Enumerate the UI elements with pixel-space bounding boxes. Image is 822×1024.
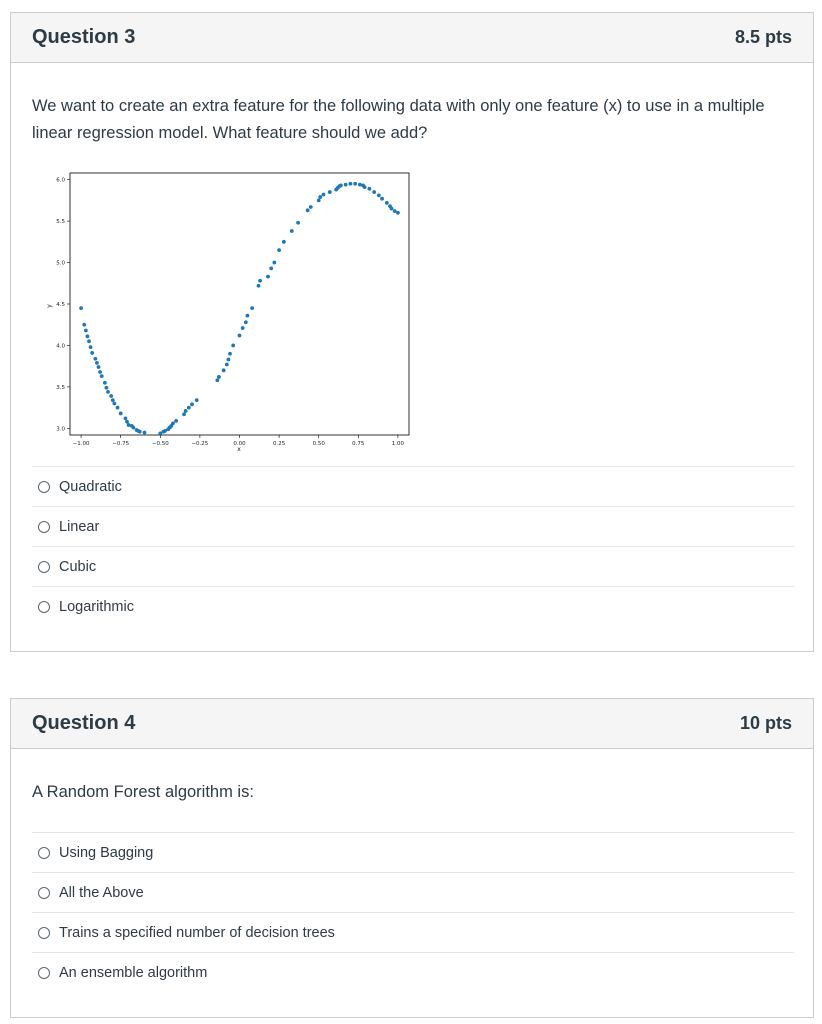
data-point: [372, 190, 376, 194]
data-point: [318, 195, 322, 199]
radio-button[interactable]: [38, 887, 50, 899]
answer-label: Quadratic: [59, 478, 122, 495]
data-point: [105, 386, 109, 390]
data-point: [90, 351, 94, 355]
data-point: [385, 201, 389, 205]
data-point: [84, 329, 88, 333]
data-point: [290, 229, 294, 233]
data-point: [95, 361, 99, 365]
data-point: [217, 375, 221, 379]
data-point: [190, 402, 194, 406]
data-point: [322, 193, 326, 197]
data-point: [344, 183, 348, 187]
data-point: [79, 306, 83, 310]
data-point: [106, 390, 110, 394]
answer-label: Cubic: [59, 558, 97, 575]
answer-option[interactable]: [32, 586, 794, 626]
data-point: [227, 358, 231, 362]
data-point: [277, 248, 281, 252]
data-point: [269, 266, 273, 270]
data-point: [257, 284, 261, 288]
answer-label: Using Bagging: [59, 844, 154, 861]
data-point: [367, 187, 371, 191]
data-point: [86, 334, 90, 338]
data-point: [195, 398, 199, 402]
data-point: [109, 394, 113, 398]
data-point: [272, 261, 276, 265]
data-point: [282, 240, 286, 244]
data-point: [317, 198, 321, 202]
data-point: [171, 421, 175, 425]
answer-list: [32, 832, 794, 992]
x-tick-label: 0.75: [352, 441, 365, 447]
question-header: [11, 699, 813, 749]
data-point: [258, 279, 262, 283]
data-point: [111, 398, 115, 402]
answer-option[interactable]: [32, 466, 794, 506]
data-point: [87, 339, 91, 343]
data-point: [380, 197, 384, 201]
x-axis-label: x: [237, 446, 241, 453]
answer-option[interactable]: [32, 506, 794, 546]
data-point: [187, 406, 191, 410]
data-point: [127, 423, 131, 427]
data-point: [103, 381, 107, 385]
data-point: [306, 208, 310, 212]
plot-area: [70, 173, 409, 435]
question-text: We want to create an extra feature for the following data with only one feature (x) to use in a multiple linear regression model. What feature should we add?: [32, 97, 765, 142]
radio-button[interactable]: [38, 847, 50, 859]
data-point: [353, 182, 357, 186]
y-tick-label: 4.0: [56, 343, 65, 350]
question-points: 10 pts: [739, 713, 792, 733]
data-point: [238, 334, 242, 338]
data-point: [363, 185, 367, 189]
radio-button[interactable]: [38, 601, 50, 613]
data-point: [228, 352, 232, 356]
data-point: [131, 426, 135, 430]
question-title: Question 3: [32, 26, 136, 48]
data-point: [225, 363, 229, 367]
answer-label: Logarithmic: [59, 598, 134, 615]
scatter-chart: [39, 159, 409, 453]
question-text: A Random Forest algorithm is:: [32, 783, 254, 801]
data-point: [215, 378, 219, 382]
scatter-chart-svg: [39, 159, 409, 453]
data-point: [244, 320, 248, 324]
answer-label: All the Above: [59, 884, 144, 901]
data-point: [377, 193, 381, 197]
answer-option[interactable]: [32, 872, 794, 912]
answer-option[interactable]: [32, 832, 794, 872]
answer-option[interactable]: [32, 912, 794, 952]
data-point: [246, 314, 250, 318]
radio-button[interactable]: [38, 521, 50, 533]
answer-label: An ensemble algorithm: [59, 964, 208, 981]
data-point: [112, 402, 116, 406]
y-tick-label: 6.0: [56, 177, 65, 184]
x-tick-label: 0.50: [312, 441, 325, 447]
data-point: [89, 345, 93, 349]
data-point: [390, 207, 394, 211]
data-point: [358, 183, 362, 187]
data-point: [231, 344, 235, 348]
data-point: [98, 370, 102, 374]
data-point: [116, 406, 120, 410]
y-tick-label: 5.0: [56, 260, 65, 267]
data-point: [82, 323, 86, 327]
data-point: [184, 409, 188, 413]
x-tick-label: −0.50: [151, 441, 169, 447]
data-point: [328, 190, 332, 194]
data-point: [222, 368, 226, 372]
answer-list: [32, 466, 794, 626]
question-4-card: [10, 698, 814, 1018]
data-point: [396, 211, 400, 215]
answer-option[interactable]: [32, 546, 794, 586]
question-header: [11, 13, 813, 63]
answer-label: Trains a specified number of decision trees: [59, 924, 335, 941]
data-point: [266, 275, 270, 279]
radio-button[interactable]: [38, 927, 50, 939]
data-point: [348, 182, 352, 186]
x-tick-label: 0.00: [233, 441, 246, 447]
y-tick-label: 4.5: [56, 302, 65, 308]
data-point: [241, 326, 245, 330]
data-point: [143, 431, 147, 435]
answer-option[interactable]: [32, 952, 794, 992]
x-tick-label: 0.25: [272, 441, 286, 447]
y-tick-label: 3.5: [56, 384, 65, 391]
answer-label: Linear: [59, 518, 100, 535]
radio-button[interactable]: [38, 481, 50, 493]
radio-button[interactable]: [38, 967, 50, 979]
data-point: [124, 417, 128, 421]
radio-button[interactable]: [38, 561, 50, 573]
data-point: [174, 419, 178, 423]
question-3-card: [10, 12, 814, 652]
data-point: [138, 430, 142, 434]
x-tick-label: −1.00: [72, 441, 90, 447]
question-points: 8.5 pts: [734, 27, 792, 47]
data-point: [100, 374, 104, 378]
x-tick-label: 1.00: [391, 441, 405, 447]
data-point: [182, 412, 186, 416]
data-point: [250, 306, 254, 310]
y-axis-label: y: [46, 304, 53, 308]
data-point: [339, 184, 343, 188]
data-point: [296, 221, 300, 225]
data-point: [119, 412, 123, 416]
data-point: [125, 420, 129, 424]
data-point: [97, 365, 101, 369]
data-point: [309, 205, 313, 209]
x-tick-label: −0.75: [112, 441, 130, 447]
y-tick-label: 3.0: [56, 426, 65, 433]
data-point: [93, 357, 97, 361]
question-title: Question 4: [32, 712, 136, 734]
x-tick-label: −0.25: [191, 441, 209, 447]
y-tick-label: 5.5: [56, 219, 65, 226]
